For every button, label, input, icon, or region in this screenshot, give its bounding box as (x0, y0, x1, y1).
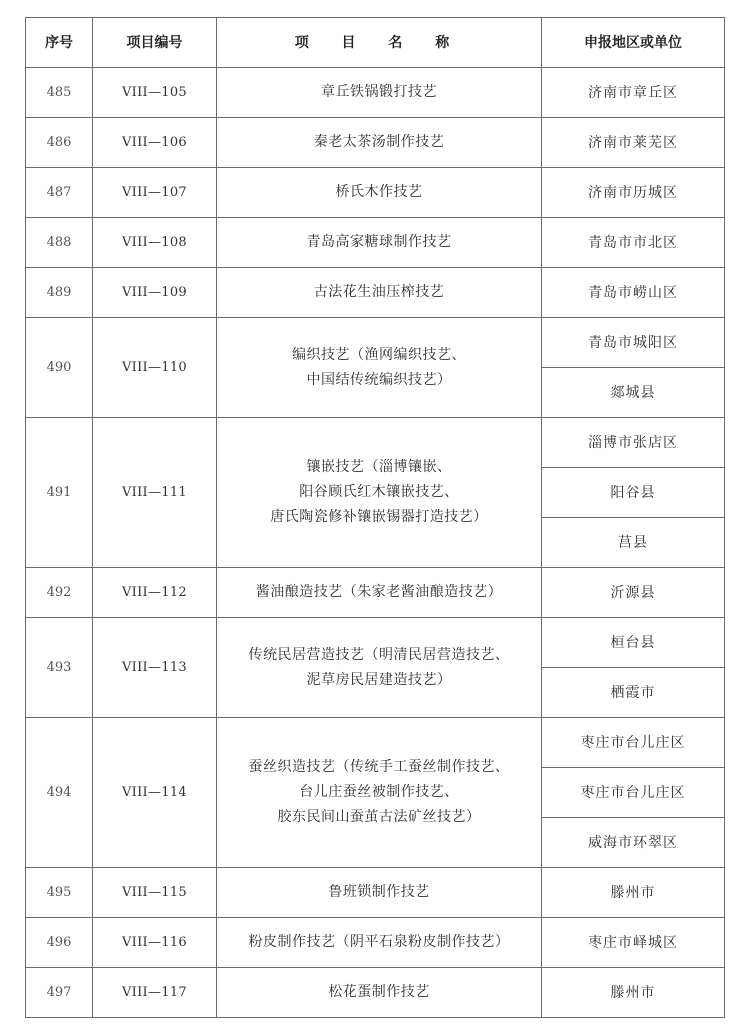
code-cell: VIII—116 (93, 918, 217, 968)
seq-cell: 496 (26, 918, 93, 968)
region-cell: 莒县 (542, 518, 725, 568)
project-name-line: 蚕丝织造技艺（传统手工蚕丝制作技艺、 (248, 759, 510, 775)
region-cell: 栖霞市 (542, 668, 725, 718)
table-row (26, 618, 725, 668)
code-cell: VIII—106 (93, 118, 217, 168)
table-row (26, 168, 725, 218)
code-cell: VIII—109 (93, 268, 217, 318)
code-cell: VIII—115 (93, 868, 217, 918)
header-seq: 序号 (26, 18, 93, 68)
project-name-cell (217, 218, 542, 268)
region-cell: 枣庄市台儿庄区 (542, 768, 725, 818)
code-cell: VIII—110 (93, 318, 217, 418)
region-cell: 济南市章丘区 (542, 68, 725, 118)
code-cell: VIII—108 (93, 218, 217, 268)
project-name-cell (217, 868, 542, 918)
code-cell: VIII—113 (93, 618, 217, 718)
project-name-line: 章丘铁锅锻打技艺 (321, 84, 437, 100)
table-row (26, 218, 725, 268)
project-name-line: 鲁班锁制作技艺 (328, 884, 430, 900)
code-cell: VIII—117 (93, 968, 217, 1018)
region-cell: 青岛市市北区 (542, 218, 725, 268)
project-name-line: 松花蛋制作技艺 (328, 984, 430, 1000)
project-name-cell (217, 168, 542, 218)
project-name-line: 唐氏陶瓷修补镶嵌锡器打造技艺） (270, 509, 488, 525)
project-name-line: 阳谷顾氏红木镶嵌技艺、 (299, 484, 459, 500)
table-row (26, 268, 725, 318)
region-cell: 枣庄市台儿庄区 (542, 718, 725, 768)
seq-cell: 493 (26, 618, 93, 718)
code-cell: VIII—107 (93, 168, 217, 218)
region-cell: 郯城县 (542, 368, 725, 418)
code-cell: VIII—111 (93, 418, 217, 568)
project-name-line: 泥草房民居建造技艺） (306, 671, 452, 688)
table-row (26, 68, 725, 118)
project-name-line: 粉皮制作技艺（阴平石泉粉皮制作技艺） (248, 934, 510, 950)
seq-cell: 495 (26, 868, 93, 918)
project-name-cell (217, 618, 542, 718)
seq-cell: 491 (26, 418, 93, 568)
seq-cell: 490 (26, 318, 93, 418)
table-row (26, 968, 725, 1018)
project-name-cell (217, 568, 542, 618)
table-row (26, 118, 725, 168)
table-row (26, 718, 725, 768)
project-name-cell (217, 718, 542, 868)
project-name-cell (217, 268, 542, 318)
project-name-cell (217, 118, 542, 168)
header-region: 申报地区或单位 (542, 18, 725, 68)
project-name-line: 桥氏木作技艺 (335, 184, 423, 200)
region-cell: 淄博市张店区 (542, 418, 725, 468)
table-row (26, 868, 725, 918)
code-cell: VIII—105 (93, 68, 217, 118)
project-name-cell (217, 918, 542, 968)
project-name-cell (217, 318, 542, 418)
seq-cell: 485 (26, 68, 93, 118)
project-name-line: 传统民居营造技艺（明清民居营造技艺、 (248, 646, 510, 663)
seq-cell: 487 (26, 168, 93, 218)
project-name-line: 镶嵌技艺（淄博镶嵌、 (306, 459, 452, 475)
project-name-line: 酱油酿造技艺（朱家老酱油酿造技艺） (255, 584, 503, 600)
seq-cell: 494 (26, 718, 93, 868)
seq-cell: 488 (26, 218, 93, 268)
table-body (26, 68, 725, 1018)
region-cell: 桓台县 (542, 618, 725, 668)
table-row (26, 318, 725, 368)
project-name-cell (217, 418, 542, 568)
table-row (26, 918, 725, 968)
seq-cell: 492 (26, 568, 93, 618)
region-cell: 沂源县 (542, 568, 725, 618)
project-name-line: 秦老太茶汤制作技艺 (313, 134, 445, 150)
region-cell: 青岛市崂山区 (542, 268, 725, 318)
region-cell: 威海市环翠区 (542, 818, 725, 868)
project-name-line: 台儿庄蚕丝被制作技艺、 (299, 784, 459, 800)
project-name-cell (217, 968, 542, 1018)
region-cell: 青岛市城阳区 (542, 318, 725, 368)
code-cell: VIII—114 (93, 718, 217, 868)
project-name-cell (217, 68, 542, 118)
region-cell: 济南市莱芜区 (542, 118, 725, 168)
region-cell: 济南市历城区 (542, 168, 725, 218)
region-cell: 滕州市 (542, 968, 725, 1018)
project-name-line: 中国结传统编织技艺） (306, 371, 452, 388)
region-cell: 滕州市 (542, 868, 725, 918)
region-cell: 枣庄市峄城区 (542, 918, 725, 968)
header-code: 项目编号 (93, 18, 217, 68)
table-header-row (26, 18, 725, 68)
header-name: 项 目 名 称 (217, 18, 542, 68)
seq-cell: 497 (26, 968, 93, 1018)
seq-cell: 486 (26, 118, 93, 168)
heritage-projects-table (25, 17, 725, 1018)
seq-cell: 489 (26, 268, 93, 318)
table-row (26, 568, 725, 618)
project-name-line: 编织技艺（渔网编织技艺、 (292, 346, 466, 363)
code-cell: VIII—112 (93, 568, 217, 618)
project-name-line: 古法花生油压榨技艺 (313, 284, 445, 300)
region-cell: 阳谷县 (542, 468, 725, 518)
table-row (26, 418, 725, 468)
project-name-line: 青岛高家糖球制作技艺 (306, 234, 452, 250)
project-name-line: 胶东民间山蚕茧古法矿丝技艺） (277, 809, 481, 825)
